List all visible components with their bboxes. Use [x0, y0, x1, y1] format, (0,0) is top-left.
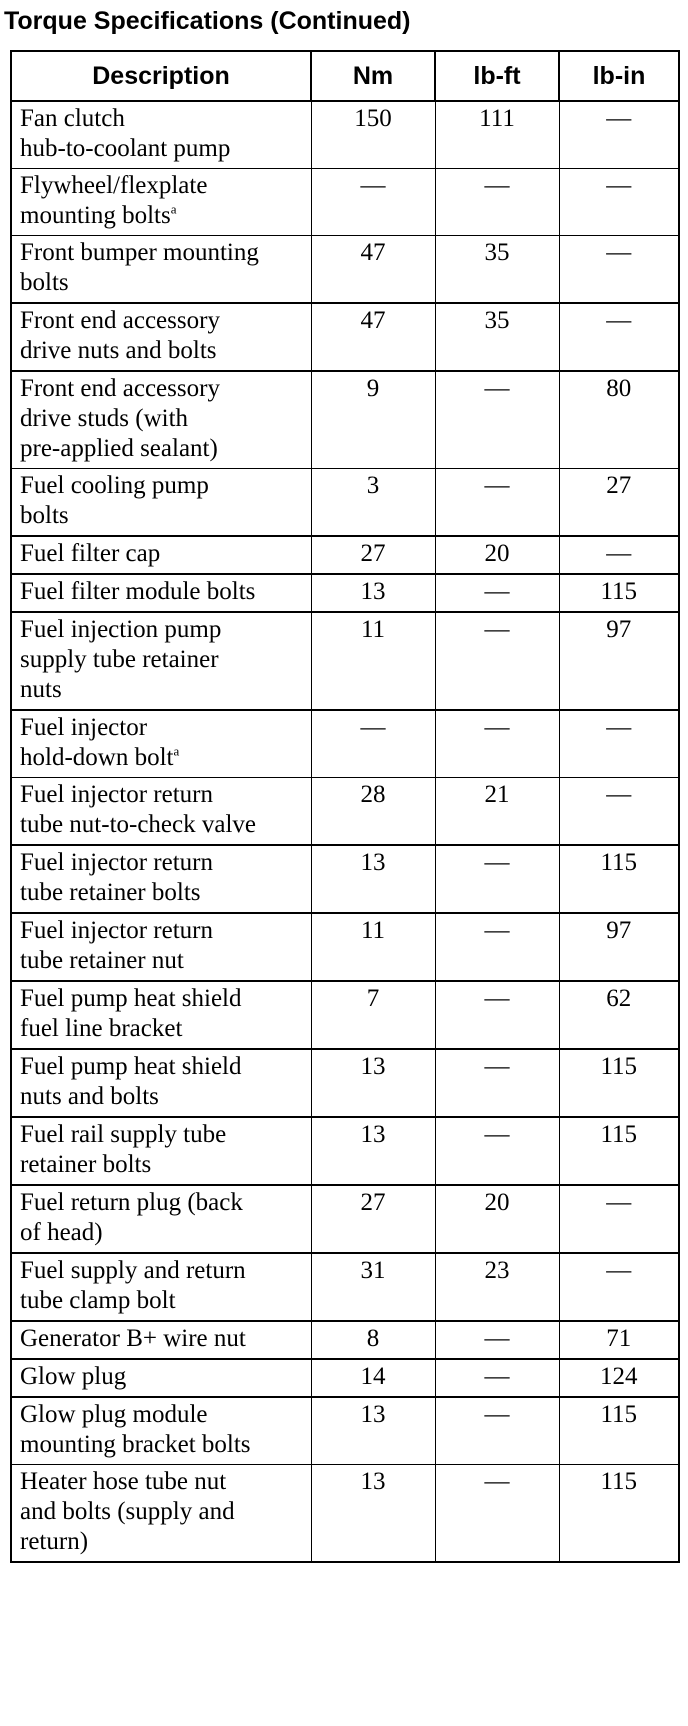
description-cell [11, 303, 311, 371]
nm-cell: 13 [311, 1049, 435, 1117]
description-line: Flywheel/flexplate [20, 172, 208, 199]
table-row [11, 169, 679, 236]
header-description: Description [11, 51, 311, 101]
lb-ft-cell: — [435, 574, 559, 612]
lb-ft-cell: — [435, 1049, 559, 1117]
lb-ft-cell: — [435, 371, 559, 469]
description-line: return) [20, 1528, 89, 1555]
table-row [11, 1465, 679, 1563]
lb-ft-cell: — [435, 1359, 559, 1397]
lb-ft-cell: 21 [435, 778, 559, 846]
description-cell [11, 1321, 311, 1359]
lb-in-cell: — [559, 778, 679, 846]
table-row [11, 845, 679, 913]
description-cell [11, 612, 311, 710]
nm-cell: 13 [311, 1397, 435, 1465]
table-row [11, 1049, 679, 1117]
description-line: tube nut-to-check valve [20, 811, 257, 838]
header-lb-in: lb-in [559, 51, 679, 101]
description-line: Fuel return plug (back [20, 1189, 243, 1216]
lb-ft-cell: 20 [435, 1185, 559, 1253]
description-cell [11, 778, 311, 846]
description-line: supply tube retainer [20, 646, 219, 673]
table-row [11, 1117, 679, 1185]
description-cell [11, 1397, 311, 1465]
table-row [11, 236, 679, 304]
lb-in-cell: — [559, 710, 679, 778]
table-body [11, 101, 679, 1562]
table-row [11, 1185, 679, 1253]
description-line: bolts [20, 269, 69, 296]
lb-in-cell: 115 [559, 1465, 679, 1563]
table-row [11, 574, 679, 612]
description-cell [11, 469, 311, 537]
lb-ft-cell: — [435, 469, 559, 537]
lb-in-cell: 80 [559, 371, 679, 469]
lb-in-cell: 27 [559, 469, 679, 537]
description-line: Fuel filter cap [20, 540, 161, 567]
table-row [11, 778, 679, 846]
table-row [11, 1253, 679, 1321]
lb-in-cell: 115 [559, 845, 679, 913]
description-line: Glow plug [20, 1363, 127, 1390]
nm-cell: 8 [311, 1321, 435, 1359]
description-line: Fuel pump heat shield [20, 1053, 242, 1080]
description-line: mounting bracket bolts [20, 1431, 251, 1458]
header-lb-ft: lb-ft [435, 51, 559, 101]
lb-ft-cell: — [435, 845, 559, 913]
lb-ft-cell: 23 [435, 1253, 559, 1321]
torque-spec-table [10, 50, 680, 1563]
table-header-row [11, 51, 679, 101]
description-line: tube retainer nut [20, 947, 184, 974]
nm-cell: 13 [311, 574, 435, 612]
nm-cell: 7 [311, 981, 435, 1049]
page-title: Torque Specifications (Continued) [4, 7, 411, 35]
description-line: Fuel injector return [20, 781, 213, 808]
lb-in-cell: 97 [559, 913, 679, 981]
lb-ft-cell: 20 [435, 536, 559, 574]
lb-ft-cell: — [435, 1465, 559, 1563]
lb-in-cell: 124 [559, 1359, 679, 1397]
description-cell [11, 371, 311, 469]
description-line: and bolts (supply and [20, 1498, 235, 1525]
lb-in-cell: — [559, 236, 679, 304]
description-cell [11, 536, 311, 574]
lb-in-cell: 115 [559, 574, 679, 612]
nm-cell: 13 [311, 1465, 435, 1563]
lb-ft-cell: — [435, 612, 559, 710]
nm-cell: — [311, 710, 435, 778]
description-line: tube clamp bolt [20, 1287, 176, 1314]
description-cell [11, 574, 311, 612]
lb-ft-cell: — [435, 1397, 559, 1465]
description-line: retainer bolts [20, 1151, 152, 1178]
description-line: Front end accessory [20, 375, 220, 402]
description-cell [11, 1465, 311, 1563]
nm-cell: 27 [311, 536, 435, 574]
description-line: Generator B+ wire nut [20, 1325, 246, 1352]
description-line: bolts [20, 502, 69, 529]
lb-in-cell: 97 [559, 612, 679, 710]
nm-cell: 3 [311, 469, 435, 537]
description-line: Glow plug module [20, 1401, 208, 1428]
description-line: of head) [20, 1219, 103, 1246]
nm-cell: 9 [311, 371, 435, 469]
description-line: Fuel injector return [20, 849, 213, 876]
nm-cell: 31 [311, 1253, 435, 1321]
description-line: nuts and bolts [20, 1083, 159, 1110]
description-line: mounting bolts [20, 202, 171, 229]
table-row [11, 536, 679, 574]
description-line: Fuel pump heat shield [20, 985, 242, 1012]
description-cell [11, 236, 311, 304]
lb-ft-cell: 111 [435, 101, 559, 169]
description-cell [11, 1049, 311, 1117]
description-cell [11, 101, 311, 169]
description-line: Fuel injection pump [20, 616, 222, 643]
nm-cell: 27 [311, 1185, 435, 1253]
table-row [11, 1321, 679, 1359]
lb-in-cell: — [559, 169, 679, 236]
table-row [11, 1397, 679, 1465]
description-line: Fuel injector return [20, 917, 213, 944]
table-row [11, 469, 679, 537]
lb-ft-cell: 35 [435, 236, 559, 304]
description-cell [11, 1359, 311, 1397]
lb-ft-cell: 35 [435, 303, 559, 371]
description-line: Fuel rail supply tube [20, 1121, 227, 1148]
lb-in-cell: — [559, 1253, 679, 1321]
nm-cell: — [311, 169, 435, 236]
description-line: Fuel supply and return [20, 1257, 246, 1284]
description-line: pre-applied sealant) [20, 435, 218, 462]
description-line: Fuel injector [20, 714, 148, 741]
nm-cell: 13 [311, 845, 435, 913]
lb-ft-cell: — [435, 710, 559, 778]
description-cell [11, 981, 311, 1049]
nm-cell: 11 [311, 612, 435, 710]
description-cell [11, 1117, 311, 1185]
description-cell [11, 169, 311, 236]
description-line: hold-down bolt [20, 744, 174, 771]
description-line: Front bumper mounting [20, 239, 259, 266]
header-nm: Nm [311, 51, 435, 101]
table-row [11, 913, 679, 981]
description-line: drive studs (with [20, 405, 189, 432]
description-line: tube retainer bolts [20, 879, 201, 906]
lb-ft-cell: — [435, 1321, 559, 1359]
lb-in-cell: — [559, 536, 679, 574]
description-cell [11, 913, 311, 981]
description-cell [11, 1185, 311, 1253]
description-line: fuel line bracket [20, 1015, 183, 1042]
table-row [11, 612, 679, 710]
lb-in-cell: 115 [559, 1117, 679, 1185]
description-line: nuts [20, 676, 62, 703]
nm-cell: 13 [311, 1117, 435, 1185]
lb-in-cell: — [559, 303, 679, 371]
nm-cell: 14 [311, 1359, 435, 1397]
description-line: Fuel filter module bolts [20, 578, 256, 605]
description-line: drive nuts and bolts [20, 337, 217, 364]
table-row [11, 371, 679, 469]
description-line: Front end accessory [20, 307, 220, 334]
description-cell [11, 1253, 311, 1321]
lb-in-cell: — [559, 101, 679, 169]
lb-in-cell: 115 [559, 1397, 679, 1465]
lb-in-cell: — [559, 1185, 679, 1253]
table-row [11, 981, 679, 1049]
table-row [11, 1359, 679, 1397]
description-line: Fan clutch [20, 105, 125, 132]
description-cell [11, 845, 311, 913]
nm-cell: 47 [311, 236, 435, 304]
description-line: hub-to-coolant pump [20, 135, 231, 162]
nm-cell: 11 [311, 913, 435, 981]
footnote-marker: a [173, 743, 180, 759]
lb-ft-cell: — [435, 913, 559, 981]
nm-cell: 150 [311, 101, 435, 169]
nm-cell: 28 [311, 778, 435, 846]
lb-in-cell: 115 [559, 1049, 679, 1117]
lb-in-cell: 71 [559, 1321, 679, 1359]
table-row [11, 101, 679, 169]
lb-ft-cell: — [435, 169, 559, 236]
description-line: Fuel cooling pump [20, 472, 209, 499]
nm-cell: 47 [311, 303, 435, 371]
description-cell [11, 710, 311, 778]
table-row [11, 303, 679, 371]
description-line: Heater hose tube nut [20, 1468, 227, 1495]
lb-ft-cell: — [435, 981, 559, 1049]
lb-in-cell: 62 [559, 981, 679, 1049]
table-row [11, 710, 679, 778]
lb-ft-cell: — [435, 1117, 559, 1185]
footnote-marker: a [170, 201, 177, 217]
